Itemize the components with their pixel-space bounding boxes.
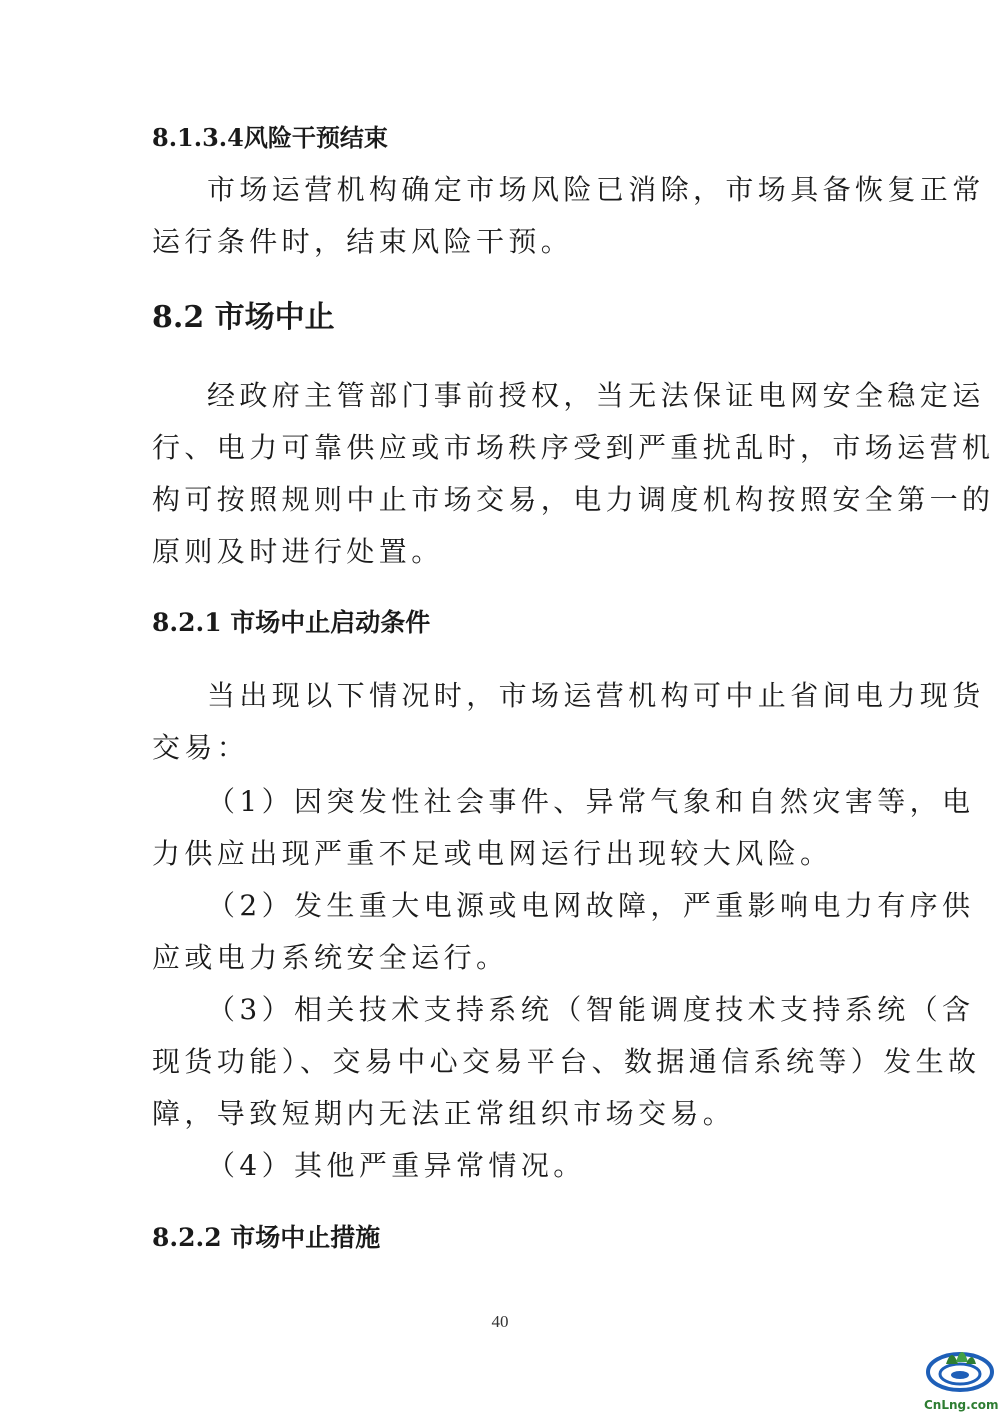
list-item-3-line: 现货功能）、交易中心交易平台、数据通信系统等）发生故: [152, 1045, 981, 1078]
list-item-2-line: 应或电力系统安全运行。: [152, 941, 509, 974]
watermark-text: CnLng.com: [924, 1398, 999, 1412]
section-heading-8-2-2: 8.2.2 市场中止措施: [152, 1223, 381, 1252]
list-item-3-line: （3）相关技术支持系统（智能调度技术支持系统（含: [207, 993, 975, 1026]
list-item-3-line: 障，导致短期内无法正常组织市场交易。: [152, 1097, 736, 1130]
paragraph-line: 经政府主管部门事前授权，当无法保证电网安全稳定运: [207, 379, 985, 412]
list-item-1-line: 力供应出现严重不足或电网运行出现较大风险。: [152, 837, 833, 870]
section-heading-8-2: 8.2 市场中止: [152, 300, 335, 335]
list-item-1-line: （1）因突发性社会事件、异常气象和自然灾害等，电: [207, 785, 975, 818]
wave-logo-icon: [924, 1344, 996, 1398]
paragraph-line: 行、电力可靠供应或市场秩序受到严重扰乱时，市场运营机: [152, 431, 995, 464]
watermark-logo: [924, 1344, 999, 1412]
list-item-4-line: （4）其他严重异常情况。: [207, 1149, 586, 1182]
paragraph-line: 原则及时进行处置。: [152, 535, 444, 568]
section-heading-8-1-3-4: 8.1.3.4风险干预结束: [152, 123, 388, 152]
page-number: 40: [491, 1312, 509, 1331]
section-heading-8-2-1: 8.2.1 市场中止启动条件: [152, 608, 431, 637]
paragraph-line: 运行条件时，结束风险干预。: [152, 225, 574, 258]
paragraph-line: 构可按照规则中止市场交易，电力调度机构按照安全第一的: [152, 483, 995, 516]
paragraph-line: 交易：: [152, 731, 250, 764]
list-item-2-line: （2）发生重大电源或电网故障，严重影响电力有序供: [207, 889, 975, 922]
paragraph-line: 市场运营机构确定市场风险已消除，市场具备恢复正常: [207, 173, 985, 206]
paragraph-line: 当出现以下情况时，市场运营机构可中止省间电力现货: [207, 679, 985, 712]
